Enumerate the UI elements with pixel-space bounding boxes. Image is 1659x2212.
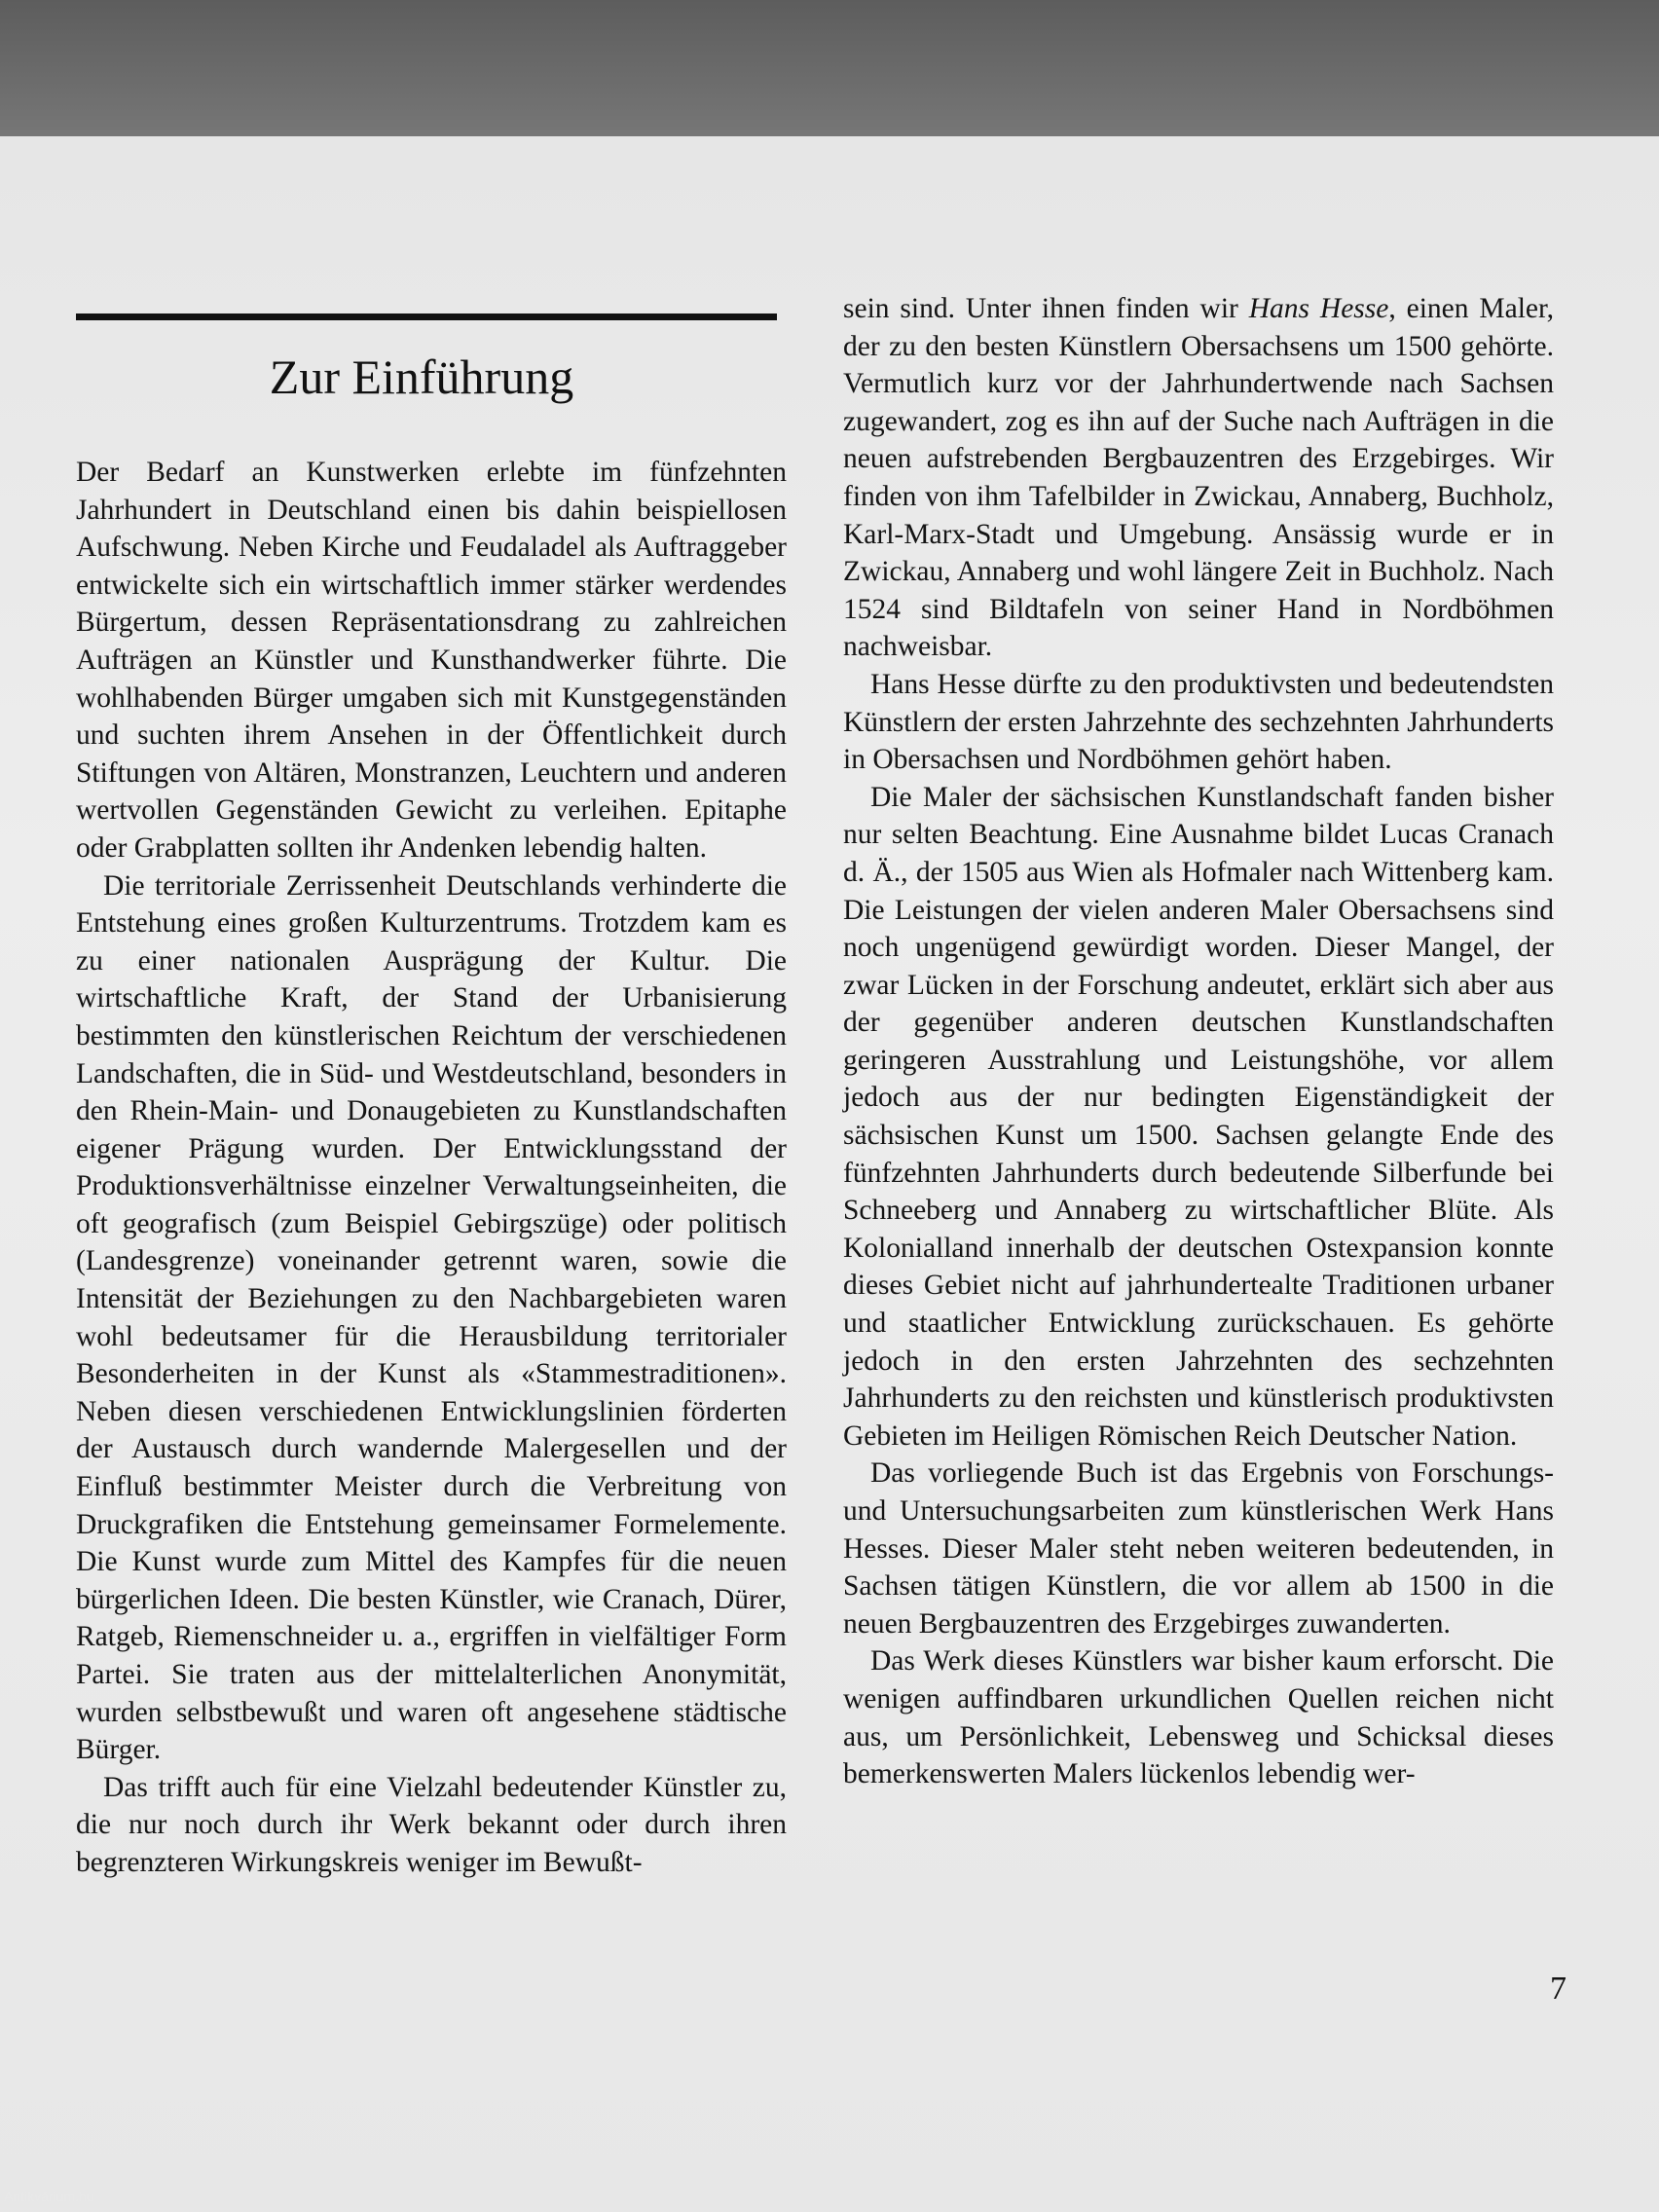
paragraph: Die Maler der sächsischen Kunstlandschaft fanden bisher nur selten Beachtung. Eine Ausnahme bildet Lucas Cranach d. Ä., der 1505 aus Wien als Hofmaler nach Wittenberg kam. Die Leistungen der vielen anderen Maler Obersachsens sind noch ungenügend gewürdigt worden. Dieser Mangel, der zwar Lücken in der Forschung andeutet, erklärt sich aber aus der gegenüber anderen deutschen Kunstlandschaften geringeren Ausstrahlung und Leistungshöhe, vor allem jedoch aus der nur bedingten Eigenständigkeit der sächsischen Kunst um 1500. Sachsen gelangte Ende des fünfzehnten Jahrhunderts durch bedeutende Silberfunde bei Schneeberg und Annaberg zu wirtschaftlicher Blüte. Als Kolonialland innerhalb der deutschen Ostexpansion konnte dieses Gebiet nicht auf jahrhundertealte Traditionen urbaner und staatlicher Entwicklung zurückschauen. Es gehörte jedoch in den ersten Jahrzehnten des sechzehnten Jahrhunderts zu den reichsten und künstlerisch produktivsten Gebieten im Heiligen Römischen Reich Deutscher Nation. [843,781,1554,1452]
page-number: 7 [1550,1971,1567,2007]
paragraph: Das Werk dieses Künstlers war bisher kaum erforscht. Die wenigen auffindbaren urkundlichen Quellen reichen nicht aus, um Persönlichkeit, Lebensweg und Schicksal dieses bemerkenswerten Malers lückenlos lebendig wer- [843,1645,1554,1790]
text-run: sein sind. Unter ihnen finden wir [843,293,1249,324]
text-run: , einen Maler, der zu den besten Künstlern Obersachsens um 1500 gehörte. Vermutlich kurz vor der Jahrhundertwende nach Sachsen zugewandert, zog es ihn auf der Suche nach Aufträgen in die neuen aufstrebenden Bergbauzentren des Erzgebirges. Wir finden von ihm Tafelbilder in Zwickau, Annaberg, Buchholz, Karl-Marx-Stadt und Umgebung. Ansässig wurde er in Zwickau, Annaberg und wohl längere Zeit in Buchholz. Nach 1524 sind Bildtafeln von seiner Hand in Nordböhmen nachweisbar. [843,293,1555,663]
paragraph: Das vorliegende Buch ist das Ergebnis von Forschungs- und Untersuchungsarbeiten zum künstlerischen Werk Hans Hesses. Dieser Maler steht neben weiteren bedeutenden, in Sachsen tätigen Künstlern, die vor allem ab 1500 in die neuen Bergbauzentren des Erzgebirges zuwanderten. [843,1457,1554,1640]
right-column [843,290,1554,1793]
heading-rule [76,313,777,320]
paragraph [843,290,1554,666]
watermark: Antikvárium.hu [4,2189,94,2204]
paragraph: Hans Hesse dürfte zu den produktivsten und bedeutendsten Künstlern der ersten Jahrzehnte des sechzehnten Jahrhunderts in Obersachsen und Nordböhmen gehört haben. [843,668,1554,776]
paragraph: Der Bedarf an Kunstwerken erlebte im fünfzehnten Jahrhundert in Deutschland einen bis dahin beispiellosen Aufschwung. Neben Kirche und Feudaladel als Auftraggeber entwickelte sich ein wirtschaftlich immer stärker werdendes Bürgertum, dessen Repräsentationsdrang zu zahlreichen Aufträgen an Künstler und Kunsthandwerker führte. Die wohlhabenden Bürger umgaben sich mit Kunstgegenständen und suchten ihrem Ansehen in der Öffentlichkeit durch Stiftungen von Altären, Monstranzen, Leuchtern und anderen wertvollen Gegenständen Gewicht zu verleihen. Epitaphe oder Grabplatten sollten ihr Andenken lebendig halten. [76,457,787,864]
artist-name: Hans Hesse [1248,293,1389,324]
background-surface [0,0,1659,156]
paragraph: Das trifft auch für eine Vielzahl bedeutender Künstler zu, die nur noch durch ihr Werk bekannt oder durch ihren begrenzteren Wirkungskreis weniger im Bewußt- [76,1771,787,1878]
left-column [76,454,787,1882]
chapter-heading: Zur Einführung [269,350,574,404]
paragraph: Die territoriale Zerrissenheit Deutschlands verhinderte die Entstehung eines großen Kulturzentrums. Trotzdem kam es zu einer nationalen Ausprägung der Kultur. Die wirtschaftliche Kraft, der Stand der Urbanisierung bestimmten den künstlerischen Reichtum der verschiedenen Landschaften, die in Süd- und Westdeutschland, besonders in den Rhein-Main- und Donaugebieten zu Kunstlandschaften eigener Prägung wurden. Der Entwicklungsstand der Produktionsverhältnisse einzelner Verwaltungseinheiten, die oft geografisch (zum Beispiel Gebirgszüge) oder politisch (Landesgrenze) voneinander getrennt waren, sowie die Intensität der Beziehungen zu den Nachbargebieten waren wohl bedeutsamer für die Herausbildung territorialer Besonderheiten in der Kunst als «Stammestraditionen». Neben diesen verschiedenen Entwicklungslinien förderten der Austausch durch wandernde Malergesellen und der Einfluß bestimmter Meister durch die Verbreitung von Druckgrafiken die Entstehung gemeinsamer Formelemente. Die Kunst wurde zum Mittel des Kampfes für die neuen bürgerlichen Ideen. Die besten Künstler, wie Cranach, Dürer, Ratgeb, Riemenschneider u. a., ergriffen in vielfältiger Form Partei. Sie traten aus der mittelalterlichen Anonymität, wurden selbstbewußt und waren oft angesehene städtische Bürger. [76,869,787,1766]
